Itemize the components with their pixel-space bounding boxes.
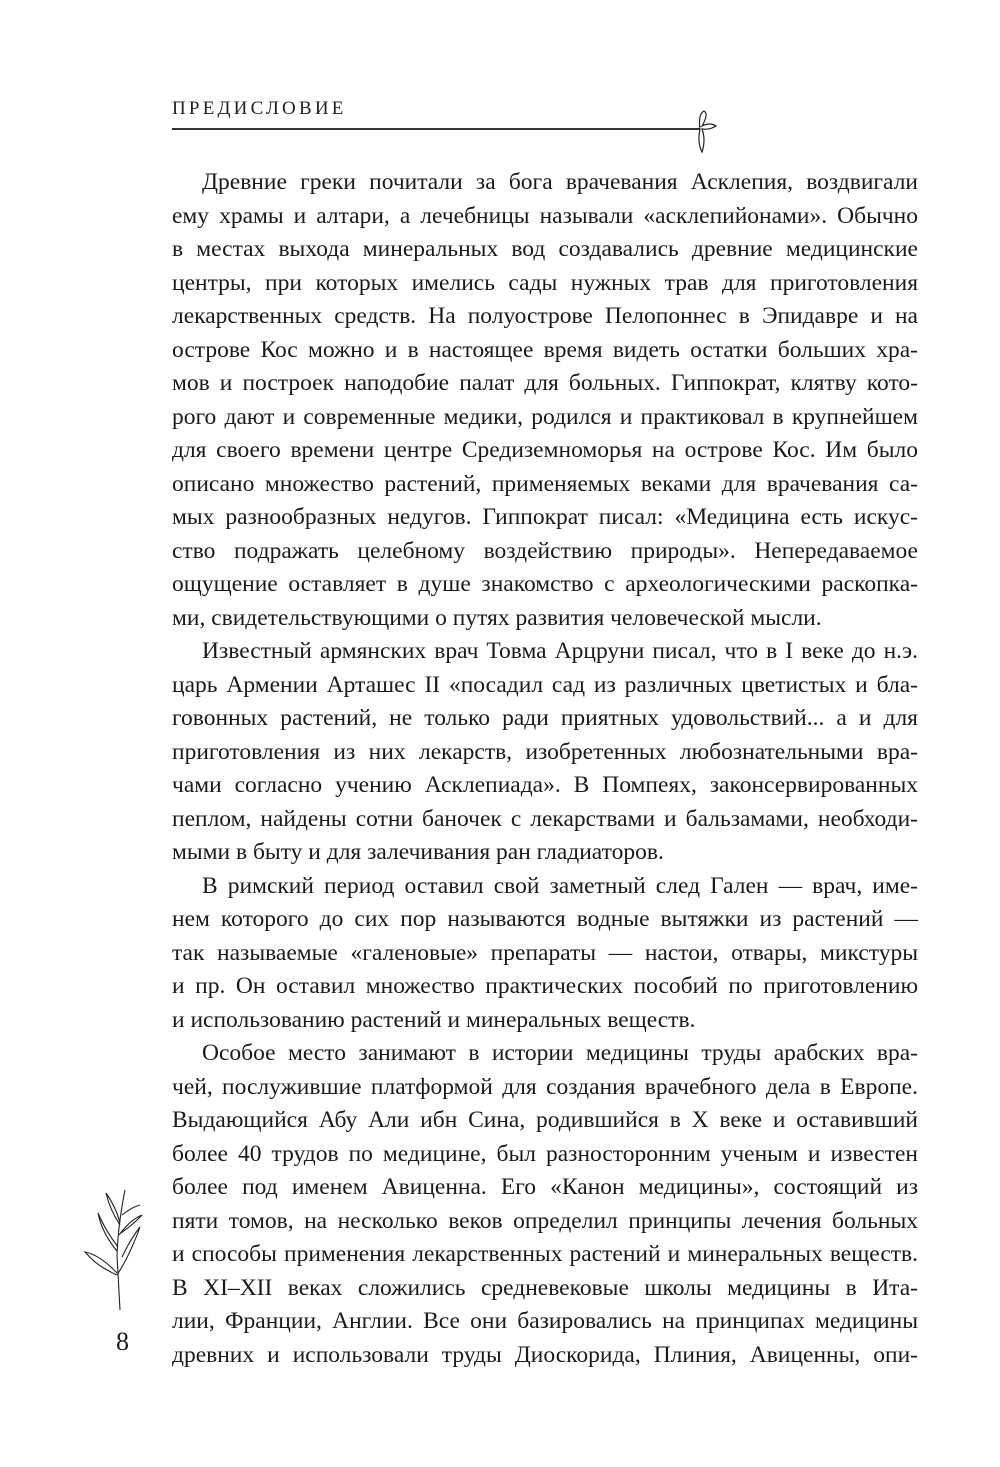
text-line: Известный армянских врач Товма Арцруни писал, что в I веке до н.э. bbox=[202, 638, 918, 664]
text-line: описано множество растений, применяемых веками для врачевания са- bbox=[172, 470, 918, 497]
text-line: В римский период оставил свой заметный след Гален — врач, име- bbox=[202, 872, 918, 899]
text-line: и пр. Он оставил множество практических пособий по приготовлению bbox=[172, 973, 918, 999]
text-line: пяти томов, на несколько веков определил принципы лечения больных bbox=[172, 1207, 918, 1234]
text-line: древних и использовали труды Диоскорида, Плиния, Авиценны, опи- bbox=[172, 1341, 918, 1368]
text-line: чей, послужившие платформой для создания врачебного дела в Европе. bbox=[172, 1073, 918, 1100]
text-line: царь Армении Арташес II «посадил сад из различных цветистых и бла- bbox=[172, 671, 918, 698]
text-line: ощущение оставляет в душе знакомство с археологическими раскопка- bbox=[172, 571, 918, 597]
text-line: лии, Франции, Англии. Все они базировались на принципах медицины bbox=[172, 1308, 918, 1334]
text-line: так называемые «галеновые» препараты — настои, отвары, микстуры bbox=[172, 939, 918, 966]
text-line: ство подражать целебному воздействию природы». Непередаваемое bbox=[172, 537, 918, 564]
text-line: центры, при которых имелись сады нужных трав для приготовления bbox=[172, 269, 918, 296]
text-line: приготовления из них лекарств, изобретенных любознательными вра- bbox=[172, 738, 918, 765]
text-line: ему храмы и алтари, а лечебницы называли «асклепийонами». Обычно bbox=[172, 202, 918, 229]
text-line: ми, свидетельствующими о путях развития человеческой мысли. bbox=[172, 604, 822, 631]
text-line: мых разнообразных недугов. Гиппократ писал: «Медицина есть искус- bbox=[172, 504, 918, 530]
page-number: 8 bbox=[116, 1327, 129, 1356]
plant-sprig-icon bbox=[80, 1185, 150, 1315]
text-line: чами согласно учению Асклепиада». В Помпеях, законсервированных bbox=[172, 772, 918, 798]
text-line: Древние греки почитали за бога врачевания Асклепия, воздвигали bbox=[202, 169, 918, 195]
text-line: нем которого до сих пор называются водные вытяжки из растений — bbox=[172, 906, 918, 932]
header-rule bbox=[172, 128, 700, 130]
text-line: для своего времени центре Средиземноморья на острове Кос. Им было bbox=[172, 437, 918, 463]
text-line: более под именем Авиценна. Его «Канон медицины», состоящий из bbox=[172, 1174, 918, 1200]
text-line: рого дают и современные медики, родился и практиковал в крупнейшем bbox=[172, 403, 918, 430]
text-line: Выдающийся Абу Али ибн Сина, родившийся в X веке и оставивший bbox=[172, 1107, 918, 1133]
text-line: мов и построек наподобие палат для больных. Гиппократ, клятву кото- bbox=[172, 370, 918, 396]
text-line: Особое место занимают в истории медицины труды арабских вра- bbox=[202, 1040, 918, 1066]
running-header: ПРЕДИСЛОВИЕ bbox=[172, 98, 347, 119]
text-line: пеплом, найдены сотни баночек с лекарствами и бальзамами, необходи- bbox=[172, 805, 918, 832]
text-line: в местах выхода минеральных вод создавались древние медицинские bbox=[172, 236, 918, 262]
text-line: говонных растений, не только ради приятных удовольствий... а и для bbox=[172, 705, 918, 731]
text-line: и способы применения лекарственных растений и минеральных веществ. bbox=[172, 1241, 918, 1267]
text-line: острове Кос можно и в настоящее время видеть остатки больших хра- bbox=[172, 336, 918, 363]
text-line: более 40 трудов по медицине, был разносторонним ученым и известен bbox=[172, 1140, 918, 1167]
body-text bbox=[172, 166, 918, 1372]
text-line: лекарственных средств. На полуострове Пелопоннес в Эпидавре и на bbox=[172, 303, 918, 329]
text-line: и использованию растений и минеральных веществ. bbox=[172, 1006, 696, 1033]
text-line: В XI–XII веках сложились средневековые школы медицины в Ита- bbox=[172, 1274, 918, 1301]
leaf-flourish-icon bbox=[688, 108, 728, 158]
text-line: мыми в быту и для залечивания ран гладиаторов. bbox=[172, 839, 664, 865]
